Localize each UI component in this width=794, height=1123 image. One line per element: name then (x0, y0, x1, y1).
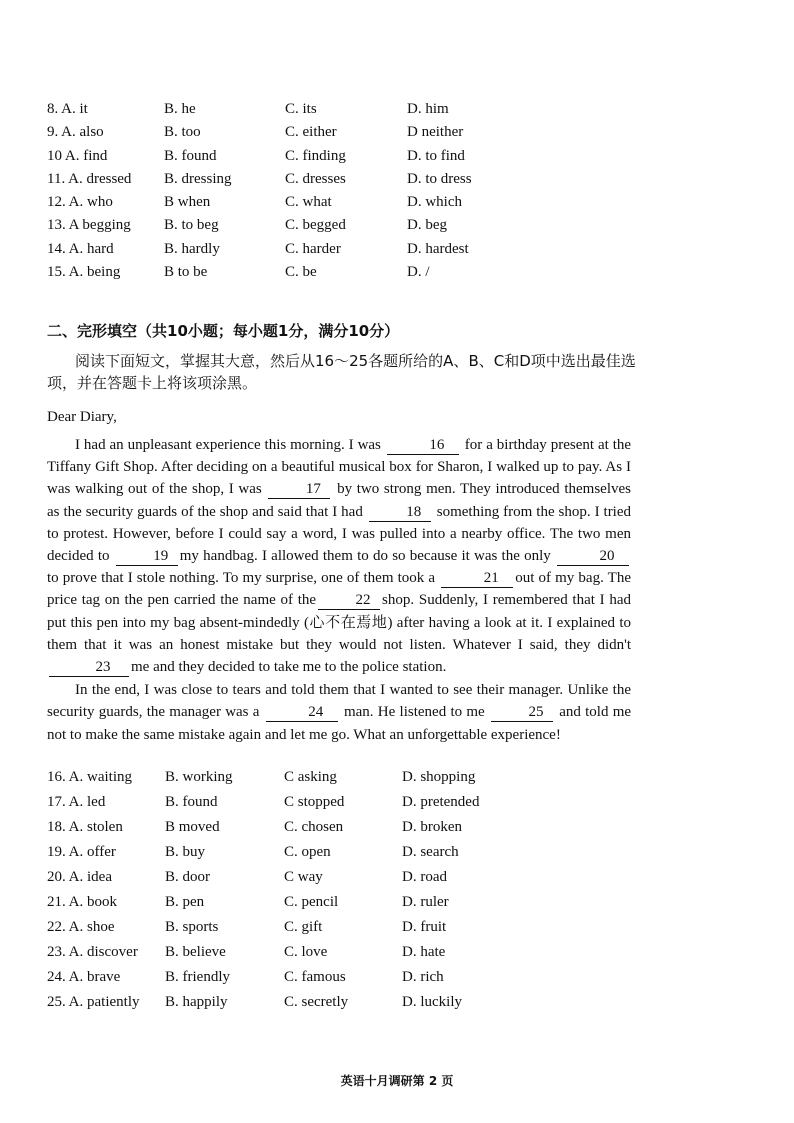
option-d: D. rich (402, 969, 444, 985)
blank-16: 16 (387, 437, 459, 455)
option-b: B. sports (165, 919, 219, 935)
option-d: D. pretended (402, 794, 480, 810)
option-a: 12. A. who (47, 194, 113, 211)
option-b: B. happily (165, 994, 228, 1010)
option-d: D. fruit (402, 919, 447, 935)
option-d: D. to find (407, 147, 465, 164)
blank-23: 23 (49, 659, 129, 677)
option-c: C. harder (285, 240, 341, 257)
instructions: 阅读下面短文，掌握其大意，然后从16～25各题所给的A、B、C和D项中选出最佳选项，并在答题卡上将该项涂黑。 (47, 352, 636, 392)
option-b: B to be (164, 264, 208, 281)
option-d: D. broken (402, 819, 462, 835)
blank-25: 25 (491, 704, 553, 722)
option-c: C. open (284, 844, 331, 860)
option-b: B. too (164, 124, 201, 141)
section-title: 二、完形填空（共10小题；每小题1分，满分10分） (47, 322, 400, 340)
option-b: B. to beg (164, 217, 219, 234)
option-a: 13. A begging (47, 217, 131, 234)
option-a: 9. A. also (47, 124, 104, 141)
option-a: 25. A. patiently (47, 994, 140, 1010)
option-b: B. dressing (164, 170, 232, 187)
option-d: D. hardest (407, 240, 469, 257)
option-b: B. working (165, 769, 233, 785)
passage-text: by two strong men. They introduced themselves as the security guards of the shop and said that I had (47, 481, 632, 520)
passage-text: I had an unpleasant experience this morning. I was (75, 437, 381, 453)
option-b: B. friendly (165, 969, 230, 985)
option-d: D neither (407, 124, 464, 141)
option-b: B. found (164, 147, 217, 164)
option-a: 15. A. being (47, 264, 121, 281)
option-b: B. pen (165, 894, 205, 910)
option-c: C. finding (285, 147, 346, 164)
paragraph-2 (47, 679, 631, 746)
option-c: C. gift (284, 919, 323, 935)
option-d: D. luckily (402, 994, 462, 1010)
page-footer: 英语十月调研第 2 页 (340, 1074, 454, 1088)
option-d: D. hate (402, 944, 446, 960)
option-b: B. buy (165, 844, 206, 860)
option-d: D. ruler (402, 894, 449, 910)
option-b: B. hardly (164, 240, 220, 257)
option-c: C. its (285, 101, 317, 117)
passage-text: my handbag. I allowed them to do so because it was the only (179, 548, 551, 565)
passage-text: man. He listened to me (343, 704, 485, 721)
option-c: C. be (285, 264, 317, 281)
option-b: B. he (164, 101, 196, 117)
blank-21: 21 (441, 570, 513, 588)
option-b: B. found (165, 794, 218, 810)
passage-text: shop. Suddenly, I remembered that I had put this pen into my bag absent-mindedly (心不在焉地) after having a look at it. I explained to them that it was an honest mistake but they would not listen. Whatever I said, they didn't (47, 592, 631, 653)
passage-text: to prove that I stole nothing. To my surprise, one of them took a (47, 570, 436, 587)
option-d: D. shopping (402, 769, 476, 785)
option-c: C asking (284, 769, 337, 785)
blank-22: 22 (318, 592, 380, 610)
option-a: 14. A. hard (47, 240, 114, 257)
option-d: D. beg (407, 217, 447, 234)
option-c: C way (284, 869, 323, 885)
blank-17: 17 (268, 481, 330, 499)
option-a: 16. A. waiting (47, 769, 132, 785)
option-b: B moved (165, 819, 220, 835)
paragraph-1 (47, 434, 631, 678)
passage-text: me and they decided to take me to the police station. (131, 659, 447, 676)
option-c: C. secretly (284, 994, 349, 1010)
option-b: B. believe (165, 944, 226, 960)
option-b: B when (164, 194, 211, 211)
option-b: B. door (165, 869, 210, 885)
option-c: C. what (285, 194, 332, 211)
passage-text: for a birthday present at the Tiffany Gift Shop. After deciding on a beautiful musical box for Sharon, I walked up to pay. As I was walking out of the shop, I was (47, 437, 632, 498)
option-c: C. dresses (285, 170, 346, 187)
option-c: C. famous (284, 969, 346, 985)
option-a: 20. A. idea (47, 869, 112, 885)
option-c: C. either (285, 124, 337, 141)
passage-text: In the end, I was close to tears and told them that I wanted to see their manager. Unlike the security guards, the manager was a (47, 682, 631, 721)
option-a: 24. A. brave (47, 969, 121, 985)
option-a: 11. A. dressed (47, 170, 132, 187)
option-a: 8. A. it (47, 101, 88, 117)
blank-24: 24 (266, 704, 338, 722)
option-c: C. pencil (284, 894, 339, 910)
option-d: D. road (402, 869, 447, 885)
option-d: D. to dress (407, 170, 472, 187)
option-c: C stopped (284, 794, 345, 810)
option-d: D. him (407, 101, 449, 117)
option-d: D. which (407, 194, 462, 211)
passage-text: out of my bag. The price tag on the pen carried the name of the (47, 570, 631, 609)
blank-20: 20 (557, 548, 629, 566)
blank-19: 19 (116, 548, 178, 566)
option-a: 10 A. find (47, 147, 108, 164)
passage-text: and told me not to make the same mistake again and let me go. What an unforgettable experience! (47, 704, 632, 743)
passage (47, 434, 631, 746)
greeting: Dear Diary, (47, 409, 117, 425)
option-d: D. search (402, 844, 459, 860)
option-a: 19. A. offer (47, 844, 116, 860)
passage-text: something from the shop. I tried to protest. However, before I could say a word, I was pulled into a nearby office. The two men decided to (47, 503, 632, 565)
blank-18: 18 (369, 504, 431, 522)
option-a: 22. A. shoe (47, 919, 115, 935)
option-a: 21. A. book (47, 894, 118, 910)
option-c: C. love (284, 944, 328, 960)
option-a: 23. A. discover (47, 944, 138, 960)
option-c: C. begged (285, 217, 346, 234)
option-a: 17. A. led (47, 794, 106, 810)
option-a: 18. A. stolen (47, 819, 123, 835)
option-c: C. chosen (284, 819, 344, 835)
option-d: D. / (407, 264, 430, 281)
